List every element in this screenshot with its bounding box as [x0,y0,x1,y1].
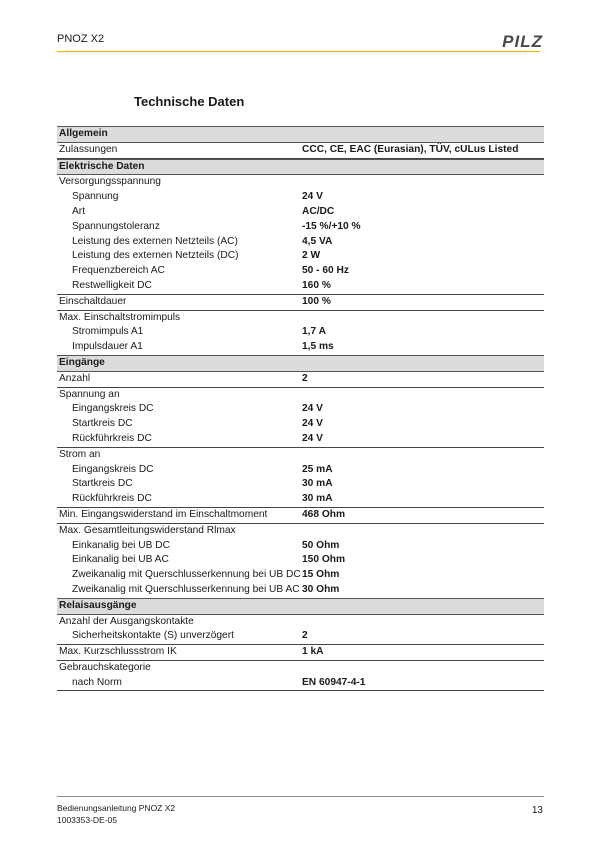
row-value: 30 mA [302,478,333,490]
table-row [57,190,544,205]
table-row [57,388,544,403]
row-label: Frequenzbereich AC [72,265,165,277]
row-label: Art [72,205,86,217]
table-row [57,175,544,190]
row-value: 50 Ohm [302,539,340,551]
table-row [57,448,544,463]
row-label: Eingangskreis DC [72,403,154,415]
table-row [57,340,544,355]
row-value: 25 mA [302,463,333,475]
table-row [57,553,544,568]
table-row [57,492,544,508]
spec-table [57,126,544,691]
table-row [57,249,544,264]
table-row [57,524,544,539]
row-value: 24 V [302,191,323,203]
row-value: 15 Ohm [302,569,340,581]
row-value: 24 V [302,432,323,444]
row-label: Zweikanalig mit Querschlusserkennung bei UB DC [72,569,301,581]
row-value: 100 % [302,295,331,307]
section-header-label: Elektrische Daten [59,160,145,172]
row-value: 150 Ohm [302,554,346,566]
table-row [57,539,544,554]
row-label: Einkanalig bei UB DC [72,539,170,551]
table-row [57,235,544,250]
table-section-header [57,126,544,143]
header-title: PNOZ X2 [57,33,105,45]
row-value: 160 % [302,279,331,291]
row-label: Max. Gesamtleitungswiderstand Rlmax [59,524,236,536]
row-value: 1 kA [302,646,324,658]
row-value: CCC, CE, EAC (Eurasian), TÜV, cULus Listed [302,143,519,155]
section-header-label: Allgemein [59,128,108,139]
row-label: Zweikanalig mit Querschlusserkennung bei UB AC [72,583,300,595]
table-row [57,615,544,630]
header-rule [57,51,540,52]
row-label: Anzahl [59,372,91,384]
row-label: nach Norm [72,676,122,688]
table-section-header [57,159,544,176]
row-label: Einschaltdauer [59,295,127,307]
table-row [57,295,544,311]
row-value: 24 V [302,418,323,430]
table-row [57,417,544,432]
page-number: 13 [531,805,543,816]
table-row [57,477,544,492]
pilz-logo: PILZ [502,32,543,51]
row-value: 4,5 VA [302,235,333,247]
table-row [57,205,544,220]
row-label: Rückführkreis DC [72,432,152,444]
row-label: Eingangskreis DC [72,463,154,475]
row-label: Einkanalig bei UB AC [72,554,169,566]
section-header-label: Eingänge [59,356,105,368]
table-row [57,645,544,661]
row-label: Gebrauchskategorie [59,661,151,673]
row-label: Sicherheitskontakte (S) unverzögert [72,630,234,642]
table-row [57,311,544,326]
table-row [57,264,544,279]
row-label: Spannung [72,191,119,203]
table-row [57,629,544,645]
row-value: -15 %/+10 % [302,220,361,232]
row-label: Startkreis DC [72,478,133,490]
table-row [57,463,544,478]
table-row [57,583,544,598]
row-label: Rückführkreis DC [72,493,152,505]
row-label: Impulsdauer A1 [72,341,143,353]
row-label: Versorgungsspannung [59,176,161,188]
row-label: Startkreis DC [72,418,133,430]
row-value: 2 W [302,250,321,262]
footer-rule [57,796,544,797]
section-title: Technische Daten [134,94,245,109]
table-row [57,143,544,159]
row-value: 2 [302,630,308,642]
row-value: 30 Ohm [302,583,340,595]
table-row [57,568,544,583]
table-row [57,508,544,524]
row-value: 2 [302,372,308,384]
table-row [57,676,544,692]
row-value: AC/DC [302,205,335,217]
row-value: 30 mA [302,493,333,505]
footer-doc-number: 1003353-DE-05 [57,815,118,825]
row-value: 24 V [302,403,323,415]
table-section-header [57,355,544,372]
table-row [57,432,544,448]
row-label: Min. Eingangswiderstand im Einschaltmoment [59,508,268,520]
row-label: Stromimpuls A1 [72,326,144,338]
table-section-header [57,598,544,615]
row-label: Anzahl der Ausgangskontakte [59,615,194,627]
row-label: Restwelligkeit DC [72,279,152,291]
row-value: 1,5 ms [302,341,334,353]
table-row [57,372,544,388]
row-label: Zulassungen [59,143,118,155]
row-value: 50 - 60 Hz [302,265,349,277]
section-header-label: Relaisausgänge [59,599,137,611]
table-row [57,402,544,417]
row-label: Spannung an [59,388,120,400]
row-value: EN 60947-4-1 [302,676,366,688]
table-row [57,279,544,295]
row-label: Leistung des externen Netzteils (DC) [72,250,239,262]
row-label: Max. Kurzschlussstrom IK [59,646,177,658]
row-label: Spannungstoleranz [72,220,160,232]
row-label: Strom an [59,448,101,460]
row-label: Max. Einschaltstromimpuls [59,311,181,323]
table-row [57,220,544,235]
row-value: 468 Ohm [302,508,346,520]
row-label: Leistung des externen Netzteils (AC) [72,235,238,247]
table-row [57,325,544,340]
table-row [57,661,544,676]
footer-manual: Bedienungsanleitung PNOZ X2 [57,803,176,813]
row-value: 1,7 A [302,326,326,338]
